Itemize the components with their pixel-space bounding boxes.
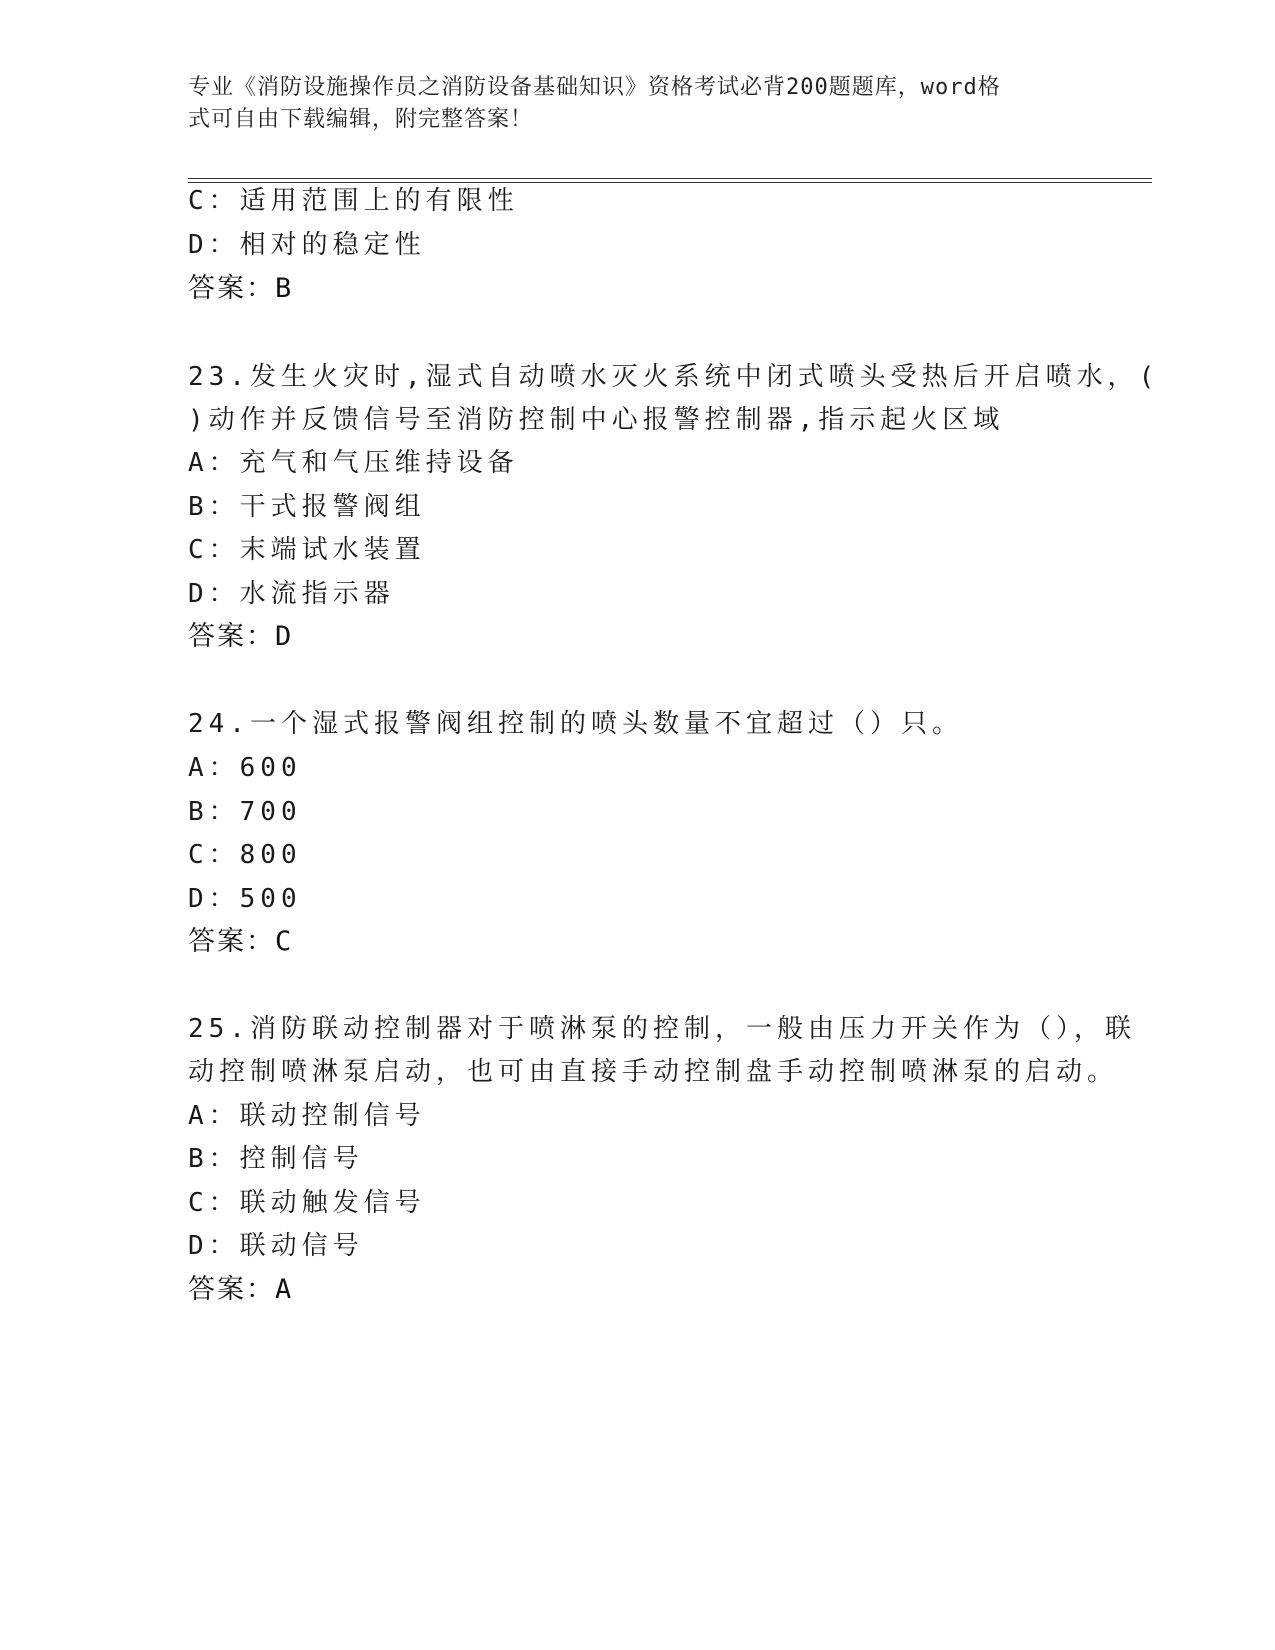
answer-value: B (275, 273, 294, 304)
header-divider-bottom (188, 182, 1152, 183)
answer-label: 答案： (188, 273, 275, 304)
q24-option-c: C：800 (188, 840, 302, 870)
q23-option-c: C：末端试水装置 (188, 535, 426, 565)
q23-option-a: A：充气和气压维持设备 (188, 448, 519, 478)
prev-answer (188, 272, 293, 306)
q25-option-c: C：联动触发信号 (188, 1188, 426, 1218)
header-divider-top (188, 178, 1152, 179)
q25-option-b: B：控制信号 (188, 1144, 364, 1174)
q23-stem-line-2: )动作并反馈信号至消防控制中心报警控制器,指示起火区域 (188, 405, 1005, 435)
q24-option-b: B：700 (188, 797, 302, 827)
prev-option-d: D：相对的稳定性 (188, 230, 426, 260)
q24-answer (188, 925, 293, 959)
header-line-1: 专业《消防设施操作员之消防设备基础知识》资格考试必背200题题库，word格 (188, 75, 1001, 100)
answer-label: 答案： (188, 926, 275, 957)
q25-stem-line-1: 25.消防联动控制器对于喷淋泵的控制，一般由压力开关作为（），联 (188, 1014, 1136, 1044)
q24-option-a: A：600 (188, 753, 302, 783)
answer-value: D (275, 621, 294, 652)
q24-option-d: D：500 (188, 884, 302, 914)
q25-stem-line-2: 动控制喷淋泵启动，也可由直接手动控制盘手动控制喷淋泵的启动。 (188, 1057, 1119, 1087)
header-line-2: 式可自由下载编辑，附完整答案！ (188, 107, 534, 132)
answer-value: A (275, 1274, 294, 1305)
q25-answer (188, 1273, 293, 1307)
prev-option-c: C：适用范围上的有限性 (188, 186, 519, 216)
q23-answer (188, 620, 293, 654)
answer-label: 答案： (188, 1274, 275, 1305)
q23-option-b: B：干式报警阀组 (188, 492, 426, 522)
answer-value: C (275, 926, 294, 957)
q24-stem-line-1: 24.一个湿式报警阀组控制的喷头数量不宜超过（）只。 (188, 709, 963, 739)
q23-stem-line-1: 23.发生火灾时,湿式自动喷水灭火系统中闭式喷头受热后开启喷水，( (188, 362, 1160, 392)
q23-option-d: D：水流指示器 (188, 579, 395, 609)
answer-label: 答案： (188, 621, 275, 652)
q25-option-a: A：联动控制信号 (188, 1101, 426, 1131)
q25-option-d: D：联动信号 (188, 1231, 364, 1261)
document-header (188, 72, 1078, 136)
